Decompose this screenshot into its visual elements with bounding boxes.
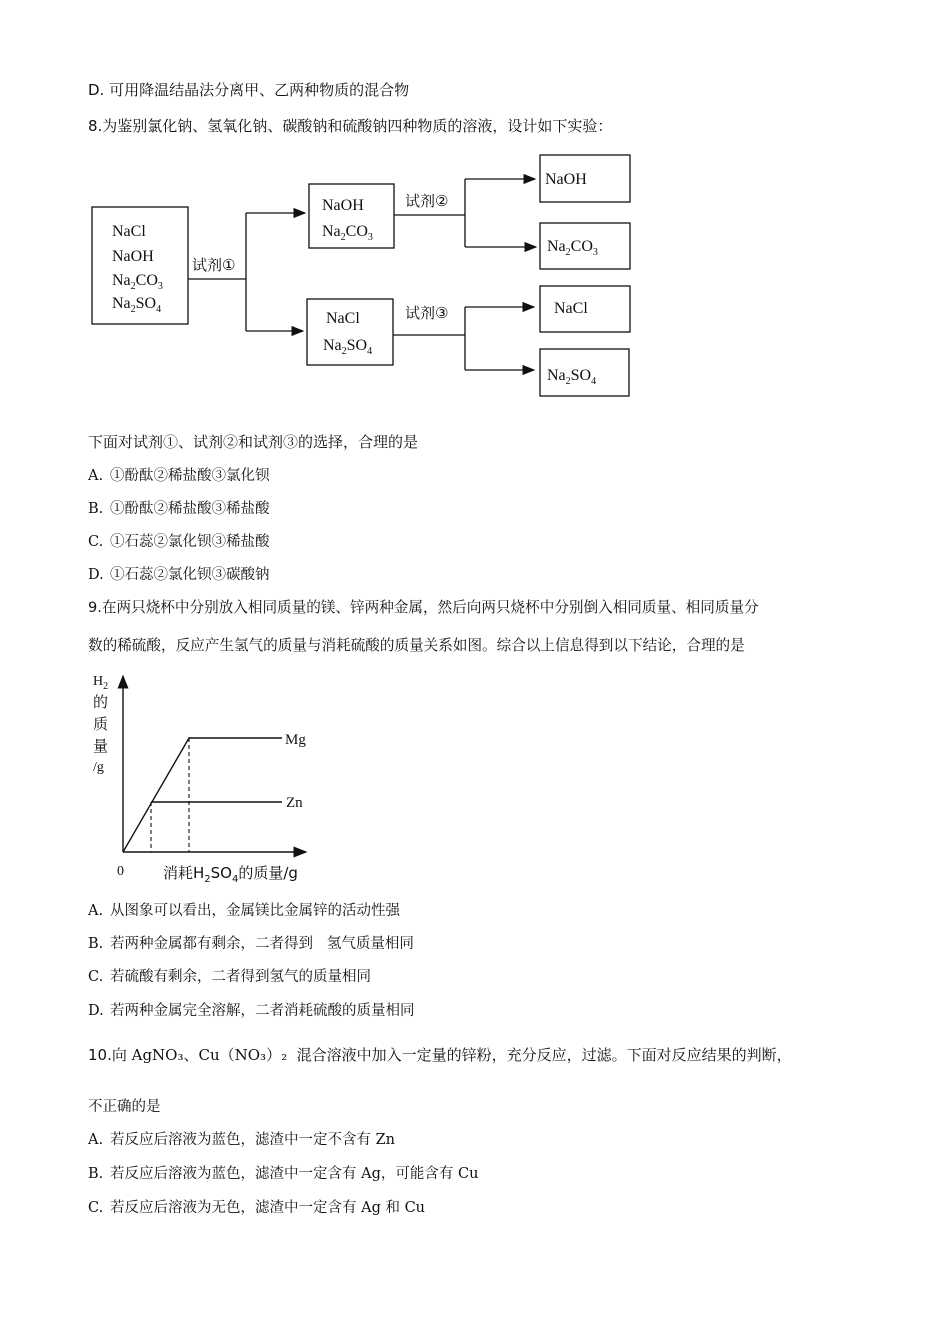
start-box-item-2: $Na_2CO_3$	[112, 272, 163, 292]
q10-option-c: C. 若反应后溶液为无色，滤渣中一定含有 Ag 和 Cu	[88, 1200, 426, 1216]
q8-flow-diagram	[0, 0, 950, 420]
series-mg-label: Mg	[285, 732, 306, 748]
y-axis-label-h2: $H_2$	[93, 674, 109, 692]
result-na2so4: $Na_2SO_4$	[547, 367, 597, 387]
q10-stem-line1: 10.向 AgNO₃、Cu（NO₃）₂ 混合溶液中加入一定量的锌粉，充分反应，过滤。下面对反应结果的判断，	[88, 1046, 792, 1064]
result-na2co3: $Na_2CO_3$	[547, 238, 598, 258]
box-upper-item-0: NaOH	[322, 197, 364, 214]
start-box-item-1: NaOH	[112, 248, 154, 265]
box-lower	[307, 299, 393, 365]
origin-label: 0	[117, 864, 124, 879]
box-lower-item-1: $Na_2SO_4$	[323, 337, 373, 357]
q8-question: 下面对试剂①、试剂②和试剂③的选择，合理的是	[88, 433, 419, 451]
q7-option-d: D. 可用降温结晶法分离甲、乙两种物质的混合物	[88, 81, 410, 99]
q9-option-d: D. 若两种金属完全溶解，二者消耗硫酸的质量相同	[88, 1003, 415, 1019]
q8-option-c: C. ①石蕊②氯化钡③稀盐酸	[88, 534, 270, 550]
q9-option-a: A. 从图象可以看出，金属镁比金属锌的活动性强	[88, 903, 400, 919]
start-box-item-3: $Na_2SO_4$	[112, 295, 162, 315]
q10-option-b: B. 若反应后溶液为蓝色，滤渣中一定含有 Ag，可能含有 Cu	[88, 1166, 479, 1182]
q10-stem-line2: 不正确的是	[88, 1099, 161, 1115]
x-axis-label: 消耗$H_2SO_4$的质量/g	[163, 864, 298, 885]
reagent3-label: 试剂③	[405, 304, 449, 322]
result-nacl: NaCl	[554, 300, 588, 317]
q8-option-a: A. ①酚酞②稀盐酸③氯化钡	[88, 468, 270, 484]
q10-option-a: A. 若反应后溶液为蓝色，滤渣中一定不含有 Zn	[88, 1132, 396, 1148]
series-zn-label: Zn	[286, 795, 303, 811]
q8-option-d: D. ①石蕊②氯化钡③碳酸钠	[88, 567, 270, 583]
q9-chart	[0, 660, 400, 890]
box-upper-item-1: $Na_2CO_3$	[322, 223, 373, 243]
q8-option-b: B. ①酚酞②稀盐酸③稀盐酸	[88, 501, 270, 517]
y-axis-label-liang: 量	[93, 737, 109, 755]
q9-stem-line1: 9.在两只烧杯中分别放入相同质量的镁、锌两种金属，然后向两只烧杯中分别倒入相同质量、相同质量分	[88, 599, 759, 616]
series-mg-line	[123, 738, 282, 852]
start-box-item-0: NaCl	[112, 223, 146, 240]
reagent2-label: 试剂②	[405, 192, 449, 210]
q9-option-b: B. 若两种金属都有剩余，二者得到 氢气质量相同	[88, 936, 414, 952]
y-axis-label-unit: /g	[93, 760, 104, 775]
y-axis-label-zhi: 质	[93, 715, 109, 733]
result-naoh: NaOH	[545, 171, 587, 188]
q9-stem-line2: 数的稀硫酸，反应产生氢气的质量与消耗硫酸的质量关系如图。综合以上信息得到以下结论，合理的是	[88, 637, 745, 654]
y-axis-label-de: 的	[93, 693, 109, 711]
reagent1-label: 试剂①	[192, 256, 236, 274]
q9-option-c: C. 若硫酸有剩余，二者得到氢气的质量相同	[88, 969, 371, 985]
q8-stem: 8.为鉴别氯化钠、氢氧化钠、碳酸钠和硫酸钠四种物质的溶液，设计如下实验：	[88, 117, 613, 135]
box-lower-item-0: NaCl	[326, 310, 360, 327]
